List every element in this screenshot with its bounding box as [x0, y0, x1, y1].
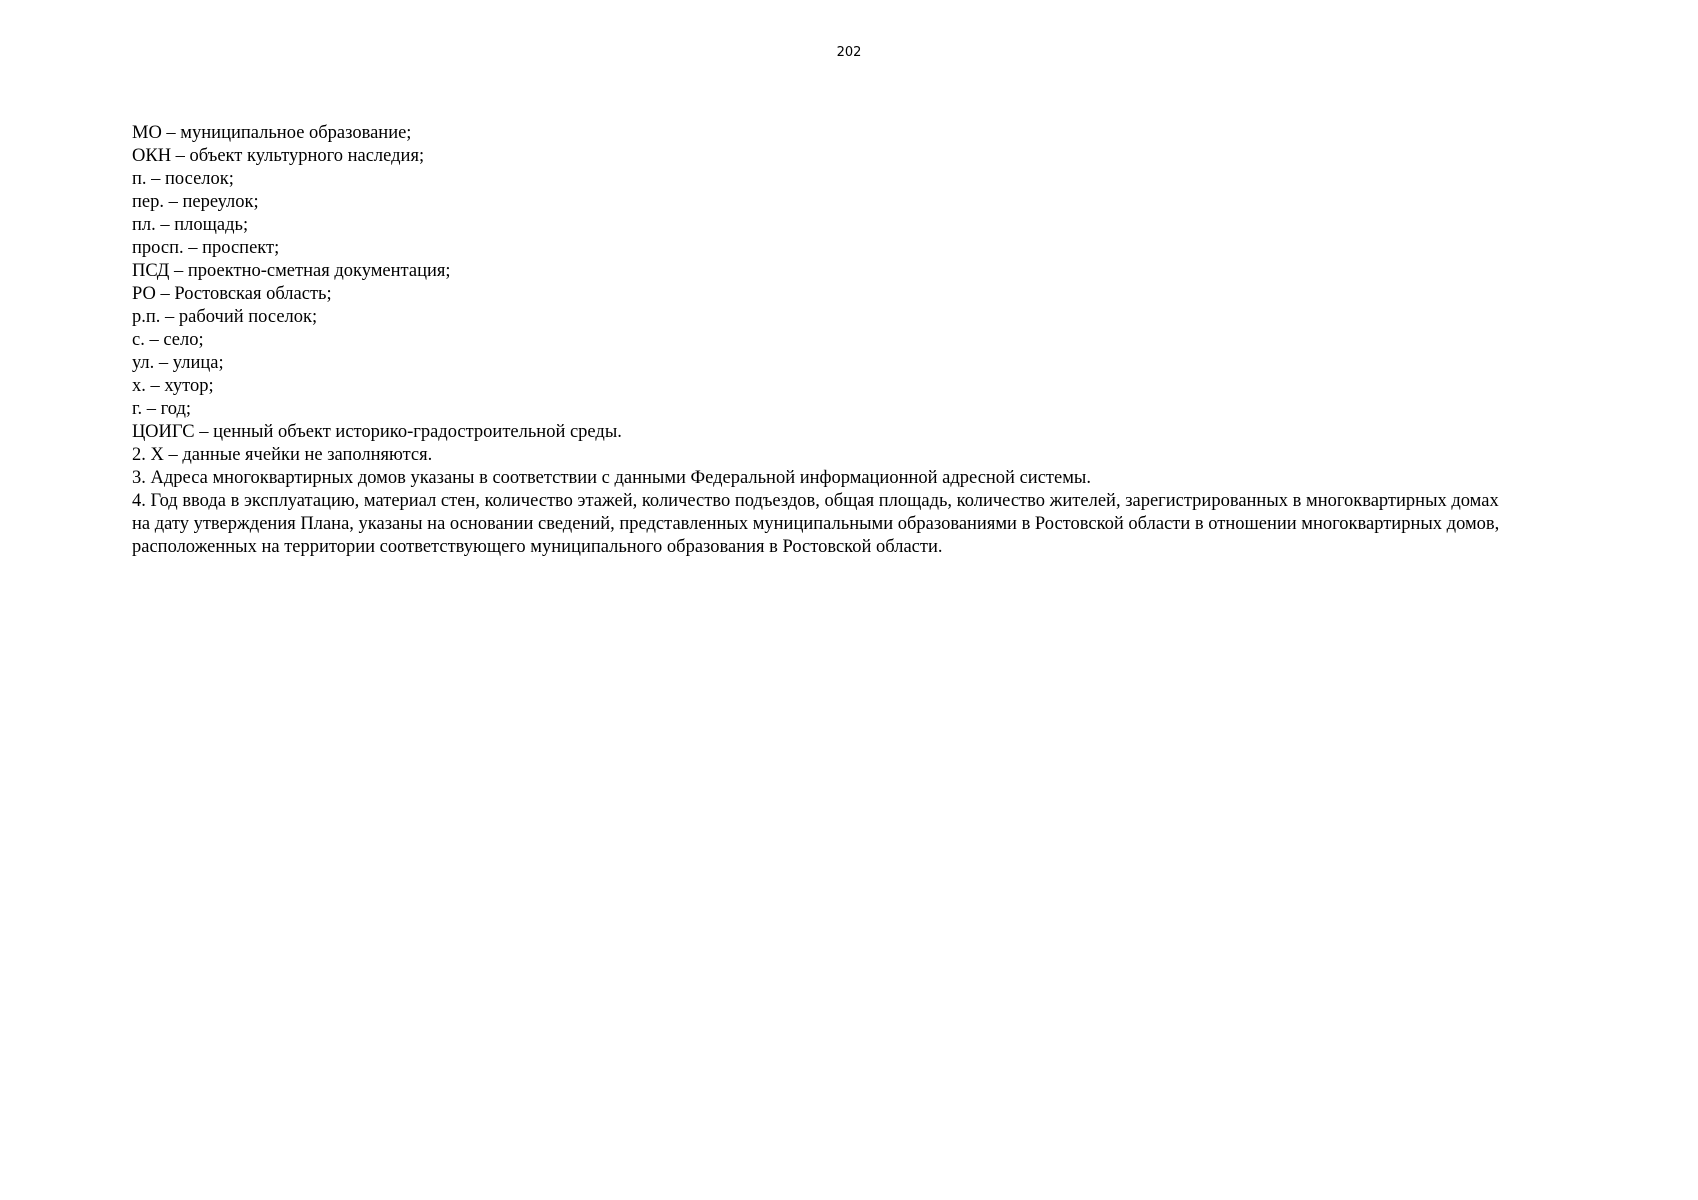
note-4-line: 4. Год ввода в эксплуатацию, материал стен, количество этажей, количество подъездов, общая площадь, количество жителей, зарегистрированных в многоквартирных домах: [132, 491, 1499, 511]
note-2: 2. Х – данные ячейки не заполняются.: [132, 445, 433, 465]
note-4: [132, 490, 1632, 559]
abbreviation-item: ЦОИГС – ценный объект историко-градостроительной среды.: [132, 422, 622, 442]
abbreviation-item: х. – хутор;: [132, 376, 214, 396]
abbreviation-item: просп. – проспект;: [132, 238, 280, 258]
note-3: 3. Адреса многоквартирных домов указаны в соответствии с данными Федеральной информационной адресной системы.: [132, 468, 1091, 488]
abbreviation-item: ПСД – проектно-сметная документация;: [132, 261, 451, 281]
abbreviation-item: пер. – переулок;: [132, 192, 259, 212]
abbreviation-item: р.п. – рабочий поселок;: [132, 307, 318, 327]
document-body: [132, 122, 1632, 559]
abbreviation-item: с. – село;: [132, 330, 204, 350]
page-number: 202: [836, 45, 862, 60]
abbreviation-list: [132, 122, 1632, 444]
abbreviation-item: ОКН – объект культурного наследия;: [132, 146, 425, 166]
abbreviation-item: МО – муниципальное образование;: [132, 123, 412, 143]
abbreviation-item: пл. – площадь;: [132, 215, 249, 235]
abbreviation-item: п. – поселок;: [132, 169, 234, 189]
note-4-line: расположенных на территории соответствующего муниципального образования в Ростовской области.: [132, 537, 943, 557]
note-4-line: на дату утверждения Плана, указаны на основании сведений, представленных муниципальными образованиями в Ростовской области в отношении многоквартирных домов,: [132, 514, 1500, 534]
abbreviation-item: г. – год;: [132, 399, 192, 419]
abbreviation-item: РО – Ростовская область;: [132, 284, 332, 304]
abbreviation-item: ул. – улица;: [132, 353, 224, 373]
